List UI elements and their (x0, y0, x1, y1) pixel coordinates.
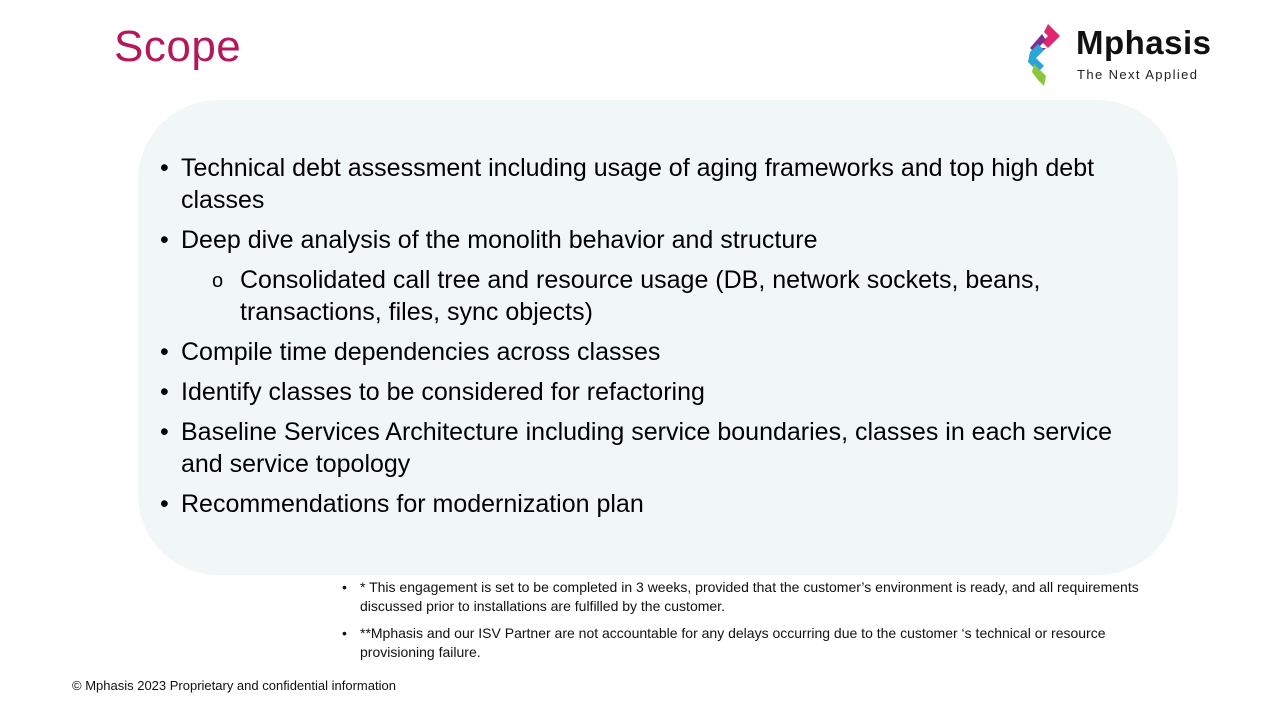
scope-item-text: Technical debt assessment including usage of aging frameworks and top high debt classes (181, 154, 1095, 214)
scope-subitem-text: Consolidated call tree and resource usage (DB, network sockets, beans, transactions, files, sync objects) (240, 266, 1041, 326)
scope-item-text: Recommendations for modernization plan (181, 490, 644, 518)
logo-tagline: The Next Applied (1077, 67, 1199, 82)
bullet-marker: • (160, 418, 169, 446)
scope-item-text: Deep dive analysis of the monolith behavior and structure (181, 226, 818, 254)
scope-item (160, 152, 1120, 216)
mphasis-logo-icon (1024, 22, 1068, 88)
scope-item (160, 224, 1120, 256)
scope-item (160, 416, 1120, 480)
mphasis-logo (1024, 22, 1234, 92)
footnote (340, 624, 1140, 662)
scope-item-text: Identify classes to be considered for refactoring (181, 378, 705, 406)
scope-item (160, 336, 1120, 368)
bullet-marker: • (160, 154, 169, 182)
scope-item-text: Compile time dependencies across classes (181, 338, 661, 366)
bullet-marker: • (160, 226, 169, 254)
sub-bullet-marker: o (212, 270, 224, 292)
footnote (340, 578, 1140, 616)
bullet-marker: • (160, 490, 169, 518)
footnote-text: **Mphasis and our ISV Partner are not accountable for any delays occurring due to the customer ‘s technical or resource provisioning failure. (360, 625, 1106, 660)
scope-list (160, 152, 1120, 528)
footnote-text: * This engagement is set to be completed in 3 weeks, provided that the customer’s environment is ready, and all requirements discussed prior to installations are fulfilled by the customer. (360, 579, 1139, 614)
footnotes (340, 578, 1140, 670)
scope-subitem (212, 264, 1120, 328)
logo-shape-magenta (1042, 24, 1060, 48)
bullet-marker: • (160, 378, 169, 406)
scope-item (160, 376, 1120, 408)
footer-copyright: © Mphasis 2023 Proprietary and confidential information (72, 678, 396, 693)
scope-item (160, 488, 1120, 520)
footnote-marker: • (342, 579, 347, 595)
bullet-marker: • (160, 338, 169, 366)
logo-name: Mphasis (1076, 24, 1212, 61)
footnote-marker: • (342, 625, 347, 641)
page-title: Scope (114, 22, 242, 71)
scope-item-text: Baseline Services Architecture including service boundaries, classes in each service and service topology (181, 418, 1113, 478)
